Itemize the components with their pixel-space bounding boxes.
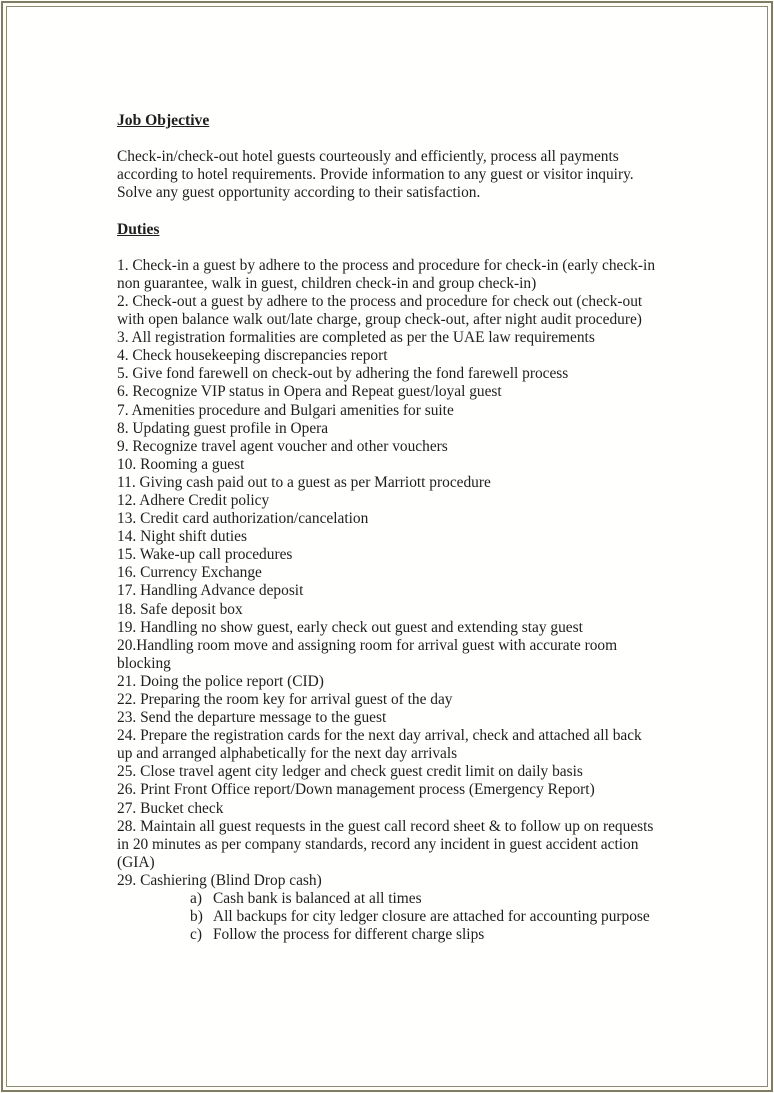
duty-item: 5. Give fond farewell on check-out by adhering the fond farewell process — [117, 365, 569, 383]
duty-sub-item-text: Follow the process for different charge slips — [213, 926, 485, 944]
duties-sub-list — [117, 890, 658, 944]
duty-sub-item-label: b) — [190, 908, 203, 926]
duty-item: 17. Handling Advance deposit — [117, 582, 304, 600]
duty-item: 18. Safe deposit box — [117, 600, 243, 618]
duty-item: 28. Maintain all guest requests in the guest call record sheet & to follow up on requests in 20 minutes as per company standards, record any incident in guest accident action (GIA) — [117, 817, 654, 871]
duty-item: 20.Handling room move and assigning room for arrival guest with accurate room blocking — [117, 636, 618, 672]
job-objective-heading: Job Objective — [117, 112, 210, 129]
duty-sub-item — [117, 926, 658, 944]
duty-item: 6. Recognize VIP status in Opera and Repeat guest/loyal guest — [117, 383, 502, 401]
duty-item: 2. Check-out a guest by adhere to the process and procedure for check out (check-out with open balance walk out/late charge, group check-out, after night audit procedure) — [117, 292, 643, 329]
duty-item: 1. Check-in a guest by adhere to the process and procedure for check-in (early check-in non guarantee, walk in guest, children check-in and group check-in) — [117, 256, 656, 292]
duty-item: 7. Amenities procedure and Bulgari amenities for suite — [117, 401, 454, 419]
duty-item: 23. Send the departure message to the guest — [117, 709, 387, 727]
duty-item: 24. Prepare the registration cards for the next day arrival, check and attached all back up and arranged alphabetically for the next day arrivals — [117, 727, 642, 763]
duties-list — [117, 257, 658, 890]
duty-item: 29. Cashiering (Blind Drop cash) — [117, 871, 322, 889]
job-objective-text: Check-in/check-out hotel guests courteously and efficiently, process all payments according to hotel requirements. Provide information to any guest or visitor inquiry. Solve any guest opportunity according to their satisfaction. — [117, 148, 634, 202]
duty-sub-item — [117, 890, 658, 908]
duty-sub-item-label: a) — [190, 890, 202, 908]
duty-item: 11. Giving cash paid out to a guest as per Marriott procedure — [117, 473, 491, 491]
duty-item: 4. Check housekeeping discrepancies report — [117, 347, 388, 365]
duty-item: 26. Print Front Office report/Down management process (Emergency Report) — [117, 781, 595, 799]
duty-item: 13. Credit card authorization/cancelation — [117, 510, 369, 528]
duty-sub-item-text: Cash bank is balanced at all times — [213, 890, 422, 908]
duty-item: 27. Bucket check — [117, 799, 224, 817]
duty-sub-item — [117, 908, 658, 926]
duty-item: 15. Wake-up call procedures — [117, 546, 293, 564]
duty-item: 21. Doing the police report (CID) — [117, 672, 324, 690]
duty-item: 14. Night shift duties — [117, 528, 247, 546]
duty-sub-item-text: All backups for city ledger closure are attached for accounting purpose — [213, 908, 650, 926]
duty-item: 16. Currency Exchange — [117, 564, 262, 582]
duty-item: 25. Close travel agent city ledger and check guest credit limit on daily basis — [117, 763, 583, 781]
duty-item: 8. Updating guest profile in Opera — [117, 419, 329, 437]
duty-item: 12. Adhere Credit policy — [117, 491, 270, 509]
duty-item: 10. Rooming a guest — [117, 455, 245, 473]
duty-item: 3. All registration formalities are completed as per the UAE law requirements — [117, 329, 595, 347]
duties-heading: Duties — [117, 220, 160, 238]
duty-item: 9. Recognize travel agent voucher and other vouchers — [117, 437, 448, 455]
document-content — [117, 112, 658, 944]
duty-item: 19. Handling no show guest, early check out guest and extending stay guest — [117, 618, 583, 636]
duty-item: 22. Preparing the room key for arrival guest of the day — [117, 691, 453, 708]
duty-sub-item-label: c) — [190, 926, 202, 944]
